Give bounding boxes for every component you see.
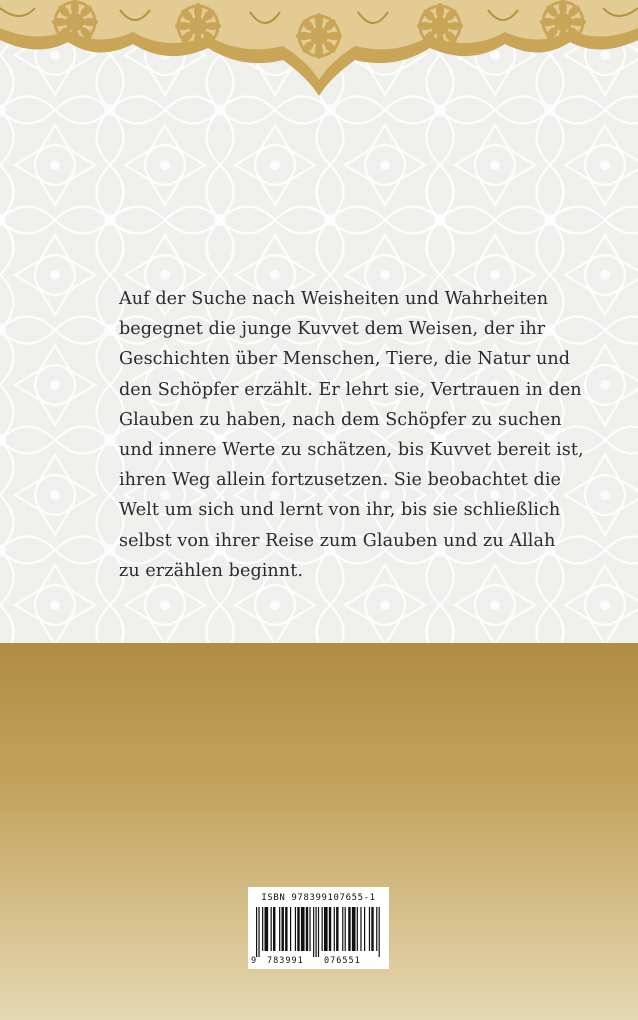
gold-ornamental-border [0, 0, 638, 100]
barcode-digits-right: 076551 [324, 956, 361, 966]
blurb-line: ihren Weg allein fortzusetzen. Sie beobachtet die [119, 470, 562, 491]
barcode-bars [256, 907, 381, 957]
blurb-line: Geschichten über Menschen, Tiere, die Natur und [119, 349, 571, 370]
barcode-digit-first: 9 [251, 956, 258, 966]
blurb-line: Auf der Suche nach Weisheiten und Wahrheiten [119, 289, 549, 309]
blurb-line: selbst von ihrer Reise zum Glauben und zu Allah [119, 530, 556, 551]
blurb-line: Welt um sich und lernt von ihr, bis sie schließlich [119, 500, 561, 521]
blurb-line: den Schöpfer erzählt. Er lehrt sie, Vertrauen in den [119, 379, 582, 400]
blurb-line: zu erzählen beginnt. [119, 560, 303, 581]
isbn-label: ISBN 978399107655-1 [261, 893, 376, 903]
barcode-digits-left: 783991 [267, 956, 304, 966]
cover-blurb [119, 284, 584, 586]
blurb-line: und innere Werte zu schätzen, bis Kuvvet bereit ist, [119, 440, 584, 461]
isbn-barcode [248, 887, 389, 969]
blurb-line: begegnet die junge Kuvvet dem Weisen, der ihr [119, 319, 546, 340]
blurb-line: Glauben zu haben, nach dem Schöpfer zu suchen [119, 409, 562, 430]
